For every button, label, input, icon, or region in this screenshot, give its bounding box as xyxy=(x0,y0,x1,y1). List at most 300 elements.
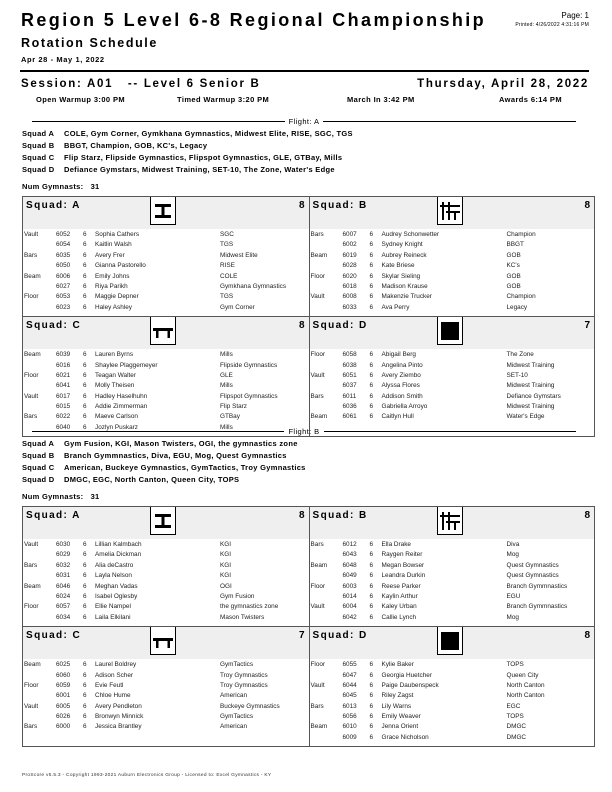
athlete-list xyxy=(310,349,595,436)
athlete-row xyxy=(23,613,309,623)
athlete-row xyxy=(23,350,309,360)
athlete-level: 6 xyxy=(83,702,87,710)
athlete-name: Layla Nelson xyxy=(95,572,132,580)
athlete-name: Gabriella Arroyo xyxy=(381,403,428,411)
event-name: Bars xyxy=(310,702,324,710)
athlete-row xyxy=(23,240,309,250)
athlete-number: 6031 xyxy=(56,572,71,580)
athlete-row xyxy=(310,292,595,302)
squad-panel xyxy=(23,197,309,316)
athlete-list xyxy=(310,659,595,746)
event-name: Beam xyxy=(310,413,328,421)
athlete-level: 6 xyxy=(83,613,87,621)
squad-gyms: Flip Starz, Flipside Gymnastics, Flipspot Gymnastics, GLE, GTBay, Mills xyxy=(64,153,343,162)
athlete-level: 6 xyxy=(369,262,374,270)
event-name: Floor xyxy=(24,681,39,689)
athlete-level: 6 xyxy=(83,351,87,359)
athlete-level: 6 xyxy=(83,671,87,679)
athlete-number: 6007 xyxy=(342,231,357,238)
athlete-row xyxy=(310,613,595,623)
athlete-list xyxy=(23,349,309,436)
athlete-number: 6017 xyxy=(56,392,71,400)
athlete-number: 6058 xyxy=(342,351,357,359)
athlete-gym: SGC xyxy=(220,231,234,238)
floor-icon xyxy=(437,627,463,655)
athlete-gym: Defiance Gymstars xyxy=(506,392,561,400)
athlete-gym: Midwest Training xyxy=(506,361,555,369)
athlete-number: 6019 xyxy=(342,251,357,259)
squad-title: Squad: A xyxy=(26,200,81,211)
athlete-gym: KGI xyxy=(220,561,232,569)
athlete-name: Jenna Orient xyxy=(381,723,419,731)
athlete-level: 6 xyxy=(83,403,87,411)
athlete-name: Maggie Depner xyxy=(95,293,139,301)
athlete-level: 6 xyxy=(83,561,87,569)
event-name: Vault xyxy=(310,293,325,301)
squad-panel-header xyxy=(23,317,309,349)
flight-label: Flight: A xyxy=(288,116,320,126)
athlete-row xyxy=(23,402,309,412)
athlete-name: Lillian Kalmbach xyxy=(95,541,142,548)
athlete-name: Reese Parker xyxy=(381,582,421,590)
athlete-row xyxy=(23,602,309,612)
athlete-name: Alia deCastro xyxy=(95,561,134,569)
squad-panel-header xyxy=(310,197,595,229)
athlete-number: 6034 xyxy=(56,613,71,621)
athlete-number: 6059 xyxy=(56,681,71,689)
squad-name: Squad A xyxy=(22,439,55,448)
athlete-level: 6 xyxy=(369,413,374,421)
athlete-row xyxy=(310,550,595,560)
athlete-row xyxy=(23,303,309,313)
athlete-row xyxy=(310,371,595,381)
athlete-number: 6004 xyxy=(342,603,357,611)
athlete-gym: Midwest Training xyxy=(506,403,555,411)
athlete-level: 6 xyxy=(369,293,374,301)
event-name: Vault xyxy=(24,541,39,548)
athlete-number: 6023 xyxy=(56,303,71,311)
athlete-gym: TOPS xyxy=(506,713,524,721)
athlete-name: Ava Perry xyxy=(381,303,410,311)
athlete-row xyxy=(23,671,309,681)
athlete-number: 6026 xyxy=(56,713,71,721)
event-name: Beam xyxy=(310,251,328,259)
athlete-name: Raygen Reiter xyxy=(381,551,423,559)
athlete-row xyxy=(310,561,595,571)
athlete-gym: OGI xyxy=(220,582,232,590)
athlete-row xyxy=(310,571,595,581)
athlete-level: 6 xyxy=(369,371,374,379)
event-name: Beam xyxy=(310,561,328,569)
squad-panel-header xyxy=(23,197,309,229)
athlete-name: Laila Elkilani xyxy=(95,613,131,621)
athlete-gym: Flipside Gymnastics xyxy=(220,361,278,369)
athlete-gym: GLE xyxy=(220,371,233,379)
squad-count: 7 xyxy=(298,630,305,642)
printed-timestamp: Printed: 4/26/2022 4:31:16 PM xyxy=(515,22,589,28)
athlete-name: Paige Daubenspeck xyxy=(381,681,439,689)
event-name: Vault xyxy=(310,603,325,611)
athlete-row xyxy=(310,702,595,712)
event-name: Floor xyxy=(310,272,326,280)
athlete-level: 6 xyxy=(83,392,87,400)
athlete-gym: BBGT xyxy=(506,241,524,249)
athlete-name: Shaylee Plaggemeyer xyxy=(95,361,158,369)
event-name: Floor xyxy=(24,603,39,611)
athlete-level: 6 xyxy=(83,293,87,301)
squad-title: Squad: C xyxy=(26,630,82,642)
athlete-name: Addie Zimmerman xyxy=(95,403,148,411)
athlete-name: Grace Nicholson xyxy=(381,733,429,741)
squad-panel-header xyxy=(23,507,309,539)
vault-icon xyxy=(150,197,176,225)
athlete-level: 6 xyxy=(369,392,374,400)
athlete-number: 6003 xyxy=(342,582,357,590)
athlete-row xyxy=(310,261,595,271)
beam-icon xyxy=(150,627,176,655)
athlete-row xyxy=(310,350,595,360)
squad-count: 8 xyxy=(584,200,590,211)
squad-title: Squad: B xyxy=(312,200,368,211)
athlete-row xyxy=(310,392,595,402)
athlete-row xyxy=(23,722,309,732)
athlete-level: 6 xyxy=(83,272,87,280)
squad-name: Squad B xyxy=(22,451,55,460)
squad-row xyxy=(23,316,594,436)
athlete-level: 6 xyxy=(83,661,87,669)
athlete-number: 6048 xyxy=(342,561,357,569)
athlete-name: Riya Parikh xyxy=(95,282,128,290)
squad-row xyxy=(23,626,594,746)
athlete-name: Bronwyn Minnick xyxy=(95,713,144,721)
squad-count: 8 xyxy=(584,510,590,521)
athlete-gym: Gym Fusion xyxy=(220,592,255,600)
athlete-number: 6044 xyxy=(342,681,357,689)
athlete-number: 6060 xyxy=(56,671,71,679)
athlete-gym: EGU xyxy=(506,592,521,600)
squad-count: 8 xyxy=(584,630,590,642)
athlete-level: 6 xyxy=(369,241,374,249)
squad-gyms-row xyxy=(22,450,306,462)
athlete-name: Avery Frer xyxy=(95,251,125,259)
athlete-number: 6040 xyxy=(56,423,71,431)
squad-gyms: Branch Gymmnastics, Diva, EGU, Mog, Quest Gymnastics xyxy=(64,451,287,460)
squad-count: 8 xyxy=(298,320,305,332)
athlete-list xyxy=(310,539,595,626)
athlete-gym: Troy Gymnastics xyxy=(220,671,268,679)
athlete-name: Teagan Walter xyxy=(95,371,136,379)
athlete-gym: TGS xyxy=(220,241,234,249)
athlete-name: Isabel Oglesby xyxy=(95,592,138,600)
athlete-number: 6039 xyxy=(56,351,71,359)
athlete-number: 6057 xyxy=(56,603,71,611)
athlete-name: Aubrey Reineck xyxy=(381,251,427,259)
athlete-level: 6 xyxy=(369,541,374,548)
athlete-gym: GOB xyxy=(506,272,521,280)
athlete-row xyxy=(23,381,309,391)
athlete-row xyxy=(23,230,309,240)
athlete-row xyxy=(310,240,595,250)
athlete-gym: Quest Gymnastics xyxy=(506,572,559,580)
athlete-level: 6 xyxy=(369,382,374,390)
squad-panel xyxy=(309,317,595,436)
athlete-list xyxy=(23,659,309,746)
athlete-gym: GTBay xyxy=(220,413,240,421)
squad-name: Squad C xyxy=(22,463,55,472)
athlete-name: Alyssa Flores xyxy=(381,382,420,390)
athlete-name: Angelina Pinto xyxy=(381,361,423,369)
athlete-gym: Mog xyxy=(506,613,519,621)
athlete-number: 6013 xyxy=(342,702,357,710)
athlete-number: 6027 xyxy=(56,282,71,290)
athlete-gym: Midwest Training xyxy=(506,382,555,390)
flight-b-header xyxy=(32,426,576,436)
athlete-name: Kylie Baker xyxy=(381,661,414,669)
athlete-level: 6 xyxy=(369,272,374,280)
athlete-row xyxy=(23,272,309,282)
athlete-name: Makenzie Trucker xyxy=(381,293,432,301)
squad-gyms-row xyxy=(22,438,306,450)
athlete-number: 6029 xyxy=(56,551,71,559)
squad-gyms-row xyxy=(22,164,353,176)
athlete-gym: Mills xyxy=(220,382,233,390)
session-label: Session: A01 -- Level 6 Senior B xyxy=(21,78,261,90)
athlete-number: 6056 xyxy=(342,713,357,721)
athlete-gym: KGI xyxy=(220,551,232,559)
floor-icon xyxy=(437,317,463,345)
event-name: Floor xyxy=(310,661,326,669)
athlete-level: 6 xyxy=(83,551,87,559)
athlete-number: 6036 xyxy=(342,403,357,411)
athlete-name: Meghan Vadas xyxy=(95,582,138,590)
athlete-number: 6046 xyxy=(56,582,71,590)
athlete-number: 6051 xyxy=(342,371,357,379)
athlete-row xyxy=(310,733,595,743)
flight-label: Flight: B xyxy=(288,426,320,436)
squad-panel xyxy=(309,507,595,626)
athlete-name: Callie Lynch xyxy=(381,613,417,621)
athlete-name: Sydney Knight xyxy=(381,241,423,249)
athlete-row xyxy=(23,540,309,550)
athlete-name: Abigail Berg xyxy=(381,351,416,359)
event-name: Bars xyxy=(310,541,324,548)
athlete-row xyxy=(310,681,595,691)
athlete-number: 6010 xyxy=(342,723,357,731)
athlete-gym: Champion xyxy=(506,231,536,238)
athlete-number: 6016 xyxy=(56,361,71,369)
event-name: Vault xyxy=(310,681,325,689)
athlete-gym: The Zone xyxy=(506,351,534,359)
event-name: Vault xyxy=(24,392,39,400)
athlete-level: 6 xyxy=(83,382,87,390)
athlete-number: 6030 xyxy=(56,541,71,548)
athlete-number: 6050 xyxy=(56,262,71,270)
event-name: Bars xyxy=(310,392,324,400)
athlete-gym: KGI xyxy=(220,541,232,548)
athlete-name: Chloe Hume xyxy=(95,692,131,700)
athlete-gym: SET-10 xyxy=(506,371,528,379)
event-name: Bars xyxy=(24,561,38,569)
athlete-number: 6028 xyxy=(342,262,357,270)
athlete-gym: Gymkhana Gymnastics xyxy=(220,282,287,290)
athlete-number: 6038 xyxy=(342,361,357,369)
athlete-number: 6049 xyxy=(342,572,357,580)
athlete-gym: Branch Gymmnastics xyxy=(506,582,568,590)
athlete-level: 6 xyxy=(369,692,374,700)
athlete-number: 6022 xyxy=(56,413,71,421)
athlete-number: 6021 xyxy=(56,371,71,379)
athlete-name: Kaitlin Walsh xyxy=(95,241,132,249)
athlete-gym: Gym Corner xyxy=(220,303,255,311)
athlete-number: 6033 xyxy=(342,303,357,311)
squad-title: Squad: C xyxy=(26,320,82,332)
athlete-gym: DMGC xyxy=(506,733,527,741)
athlete-level: 6 xyxy=(369,251,374,259)
athlete-name: Gianna Pastorello xyxy=(95,262,146,270)
athlete-name: Jozlyn Puskarz xyxy=(95,423,138,431)
event-name: Floor xyxy=(24,293,39,301)
athlete-level: 6 xyxy=(83,541,87,548)
athlete-row xyxy=(23,261,309,271)
awards-time: Awards 6:14 PM xyxy=(499,95,562,104)
athlete-name: Avery Pendleton xyxy=(95,702,142,710)
athlete-row xyxy=(310,540,595,550)
squad-gyms: Defiance Gymstars, Midwest Training, SET-10, The Zone, Water's Edge xyxy=(64,165,335,174)
athlete-name: Jessica Brantley xyxy=(95,723,142,731)
athlete-number: 6000 xyxy=(56,723,71,731)
event-name: Vault xyxy=(24,231,39,238)
athlete-level: 6 xyxy=(369,681,374,689)
athlete-gym: Buckeye Gymnastics xyxy=(220,702,280,710)
athlete-level: 6 xyxy=(83,262,87,270)
athlete-number: 6018 xyxy=(342,282,357,290)
athlete-gym: GOB xyxy=(506,251,521,259)
num-gymnasts-value: 31 xyxy=(90,492,100,501)
athlete-row xyxy=(23,592,309,602)
athlete-name: Lauren Byrns xyxy=(95,351,134,359)
athlete-level: 6 xyxy=(369,613,374,621)
athlete-row xyxy=(310,361,595,371)
athlete-name: Addison Smith xyxy=(381,392,423,400)
athlete-gym: DMGC xyxy=(506,723,527,731)
squad-name: Squad A xyxy=(22,129,55,138)
athlete-gym: EGC xyxy=(506,702,521,710)
squad-title: Squad: B xyxy=(312,510,368,521)
athlete-gym: Champion xyxy=(506,293,536,301)
athlete-name: Lily Warns xyxy=(381,702,412,710)
athlete-level: 6 xyxy=(369,671,374,679)
athlete-level: 6 xyxy=(369,403,374,411)
athlete-row xyxy=(23,392,309,402)
athlete-name: Laurel Boldrey xyxy=(95,661,137,669)
athlete-level: 6 xyxy=(369,551,374,559)
athlete-name: Adison Scher xyxy=(95,671,134,679)
athlete-number: 6024 xyxy=(56,592,71,600)
athlete-row xyxy=(310,722,595,732)
squad-count: 8 xyxy=(298,510,305,521)
divider-line xyxy=(323,121,576,122)
bars-icon xyxy=(437,507,463,535)
athlete-gym: TGS xyxy=(220,293,234,301)
athlete-number: 6054 xyxy=(56,241,71,249)
athlete-row xyxy=(310,660,595,670)
athlete-level: 6 xyxy=(369,351,374,359)
event-name: Bars xyxy=(24,413,38,421)
athlete-gym: KGI xyxy=(220,572,232,580)
athlete-row xyxy=(310,282,595,292)
athlete-row xyxy=(310,671,595,681)
athlete-level: 6 xyxy=(369,702,374,710)
athlete-name: Riley Zagst xyxy=(381,692,414,700)
athlete-number: 6052 xyxy=(56,231,71,238)
athlete-level: 6 xyxy=(369,733,374,741)
athlete-number: 6053 xyxy=(56,293,71,301)
athlete-name: Maeve Carlson xyxy=(95,413,138,421)
athlete-row xyxy=(310,251,595,261)
athlete-level: 6 xyxy=(83,603,87,611)
athlete-gym: Mason Twisters xyxy=(220,613,265,621)
athlete-gym: Queen City xyxy=(506,671,539,679)
squad-title: Squad: D xyxy=(312,630,368,642)
athlete-name: Kaley Urban xyxy=(381,603,417,611)
squad-gyms: DMGC, EGC, North Canton, Queen City, TOPS xyxy=(64,475,240,484)
report-subtitle: Rotation Schedule xyxy=(21,36,158,50)
squad-gyms-row xyxy=(22,462,306,474)
athlete-name: Amelia Dickman xyxy=(95,551,142,559)
event-name: Beam xyxy=(24,351,41,359)
athlete-number: 6002 xyxy=(342,241,357,249)
squad-panel xyxy=(309,627,595,746)
squad-panel-header xyxy=(310,627,595,659)
event-name: Beam xyxy=(24,582,41,590)
flight-b-num-gymnasts xyxy=(22,492,100,501)
athlete-number: 6001 xyxy=(56,692,71,700)
athlete-name: Ella Drake xyxy=(381,541,411,548)
athlete-gym: American xyxy=(220,723,247,731)
athlete-gym: Diva xyxy=(506,541,520,548)
athlete-level: 6 xyxy=(369,231,374,238)
timed-warmup-time: Timed Warmup 3:20 PM xyxy=(177,95,270,104)
athlete-row xyxy=(23,361,309,371)
athlete-level: 6 xyxy=(83,723,87,731)
squad-count: 8 xyxy=(298,200,305,211)
athlete-row xyxy=(23,550,309,560)
athlete-gym: Flipspot Gymnastics xyxy=(220,392,278,400)
squad-name: Squad C xyxy=(22,153,55,162)
athlete-gym: COLE xyxy=(220,272,238,280)
athlete-row xyxy=(310,272,595,282)
athlete-level: 6 xyxy=(83,692,87,700)
athlete-row xyxy=(23,660,309,670)
athlete-number: 6011 xyxy=(342,392,357,400)
athlete-number: 6032 xyxy=(56,561,71,569)
athlete-level: 6 xyxy=(369,282,374,290)
athlete-name: Georgia Huetcher xyxy=(381,671,432,679)
flight-a-squad-gyms xyxy=(22,128,353,176)
athlete-gym: GOB xyxy=(506,282,521,290)
athlete-row xyxy=(23,582,309,592)
athlete-row xyxy=(23,371,309,381)
athlete-row xyxy=(310,303,595,313)
athlete-number: 6008 xyxy=(342,293,357,301)
athlete-name: Emily Weaver xyxy=(381,713,421,721)
athlete-level: 6 xyxy=(369,572,374,580)
athlete-number: 6020 xyxy=(342,272,357,280)
athlete-row xyxy=(23,571,309,581)
athlete-row xyxy=(23,561,309,571)
squad-row xyxy=(23,197,594,316)
squad-panel-header xyxy=(23,627,309,659)
